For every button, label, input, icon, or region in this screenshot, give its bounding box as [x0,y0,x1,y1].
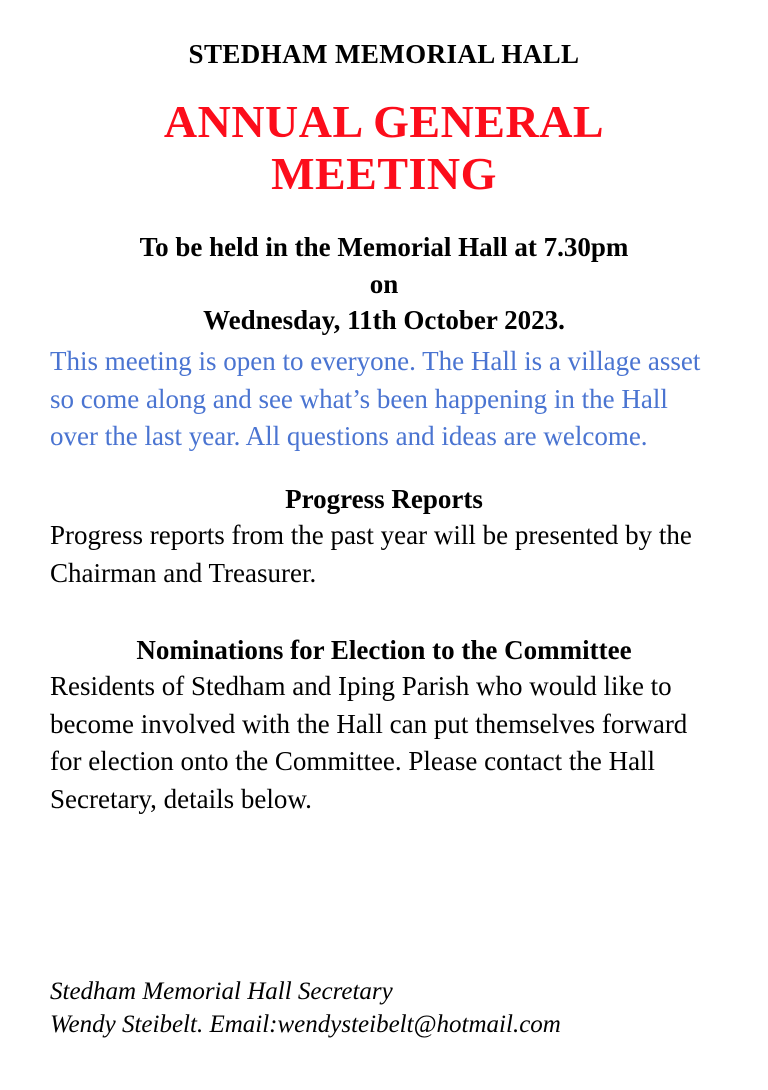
secretary-name-email: Wendy Steibelt. Email:wendysteibelt@hotmail.com [50,1011,561,1039]
secretary-role: Stedham Memorial Hall Secretary [50,977,393,1005]
meeting-venue-time: To be held in the Memorial Hall at 7.30pm [139,232,629,263]
meeting-on-label: on [369,268,399,299]
meeting-date: Wednesday, 11th October 2023. [203,305,565,336]
progress-reports-heading: Progress Reports [285,484,483,515]
meeting-title-line-1: ANNUAL GENERAL [163,96,605,148]
invitation-paragraph: This meeting is open to everyone. The Hall is a village asset so come along and see what’s been happening in the Hall over the last year. All questions and ideas are welcome. [50,345,701,452]
nominations-heading: Nominations for Election to the Committee [136,634,632,665]
nominations-paragraph: Residents of Stedham and Iping Parish who would like to become involved with the Hall can put themselves forward for election onto the Committee. Please contact the Hall Secretary, details below. [50,670,688,815]
meeting-details [50,229,718,338]
meeting-title [50,96,718,199]
progress-reports-paragraph: Progress reports from the past year will be presented by the Chairman and Treasurer. [50,520,692,588]
meeting-title-line-2: MEETING [271,147,497,199]
secretary-contact [50,975,561,1043]
organisation-title: STEDHAM MEMORIAL HALL [188,39,580,69]
